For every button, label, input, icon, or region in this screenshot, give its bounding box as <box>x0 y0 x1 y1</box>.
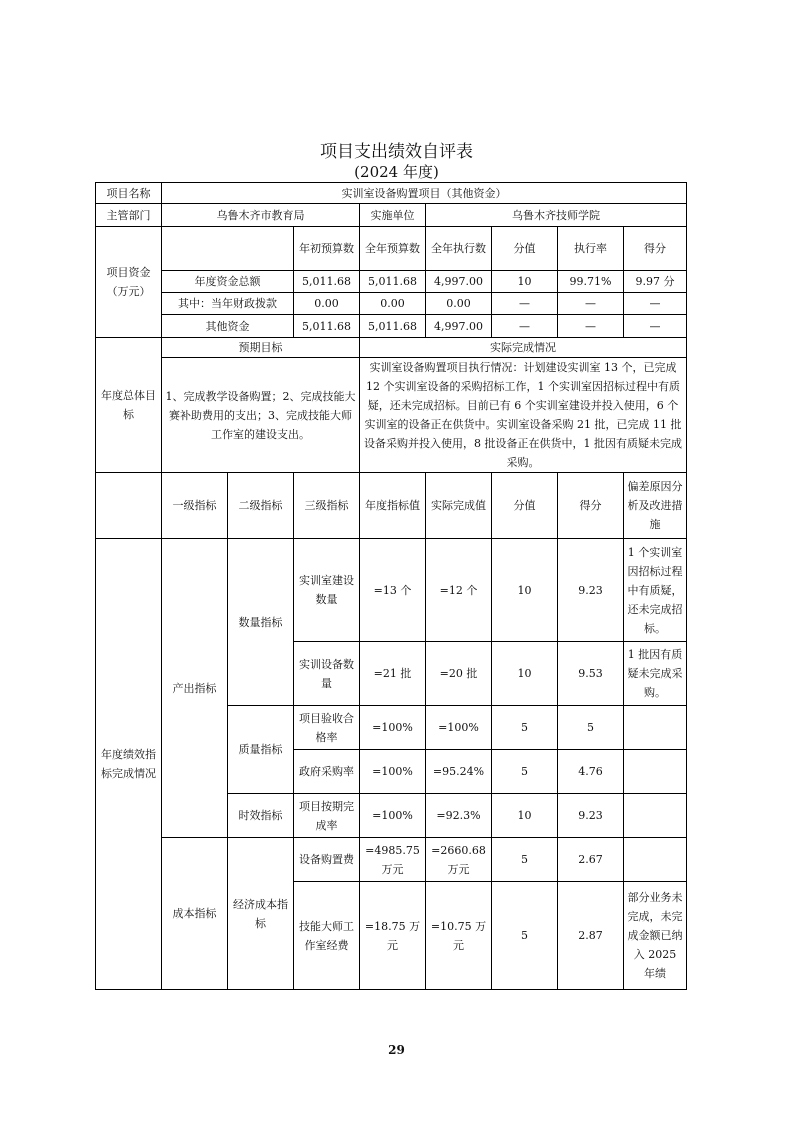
deviation-note <box>624 750 687 794</box>
got-value: 9.23 <box>558 539 624 642</box>
funds-cell: 5,011.68 <box>294 271 360 293</box>
funds-header: 分值 <box>492 227 558 271</box>
target-value: =100% <box>360 750 426 794</box>
got-value: 5 <box>558 706 624 750</box>
row-indicator-headers <box>96 473 687 539</box>
funds-cell: 0.00 <box>360 293 426 315</box>
funds-row-name: 其他资金 <box>162 315 294 338</box>
target-value: =100% <box>360 794 426 838</box>
funds-row <box>96 315 687 338</box>
indicator-header: 年度指标值 <box>360 473 426 539</box>
actual-status-header: 实际完成情况 <box>360 338 687 358</box>
level1-output: 产出指标 <box>162 539 228 838</box>
row-goals-header <box>96 338 687 358</box>
score-value: 10 <box>492 794 558 838</box>
level3-name: 实训室建设数量 <box>294 539 360 642</box>
level3-name: 实训设备数量 <box>294 642 360 706</box>
funds-header: 得分 <box>624 227 687 271</box>
deviation-note: 1 个实训室因招标过程中有质疑，还未完成招标。 <box>624 539 687 642</box>
level3-name: 设备购置费 <box>294 838 360 882</box>
funds-cell: — <box>558 315 624 338</box>
page-title: 项目支出绩效自评表 <box>320 142 473 162</box>
funds-cell: — <box>492 315 558 338</box>
page-number: 29 <box>388 1043 405 1057</box>
target-value: =21 批 <box>360 642 426 706</box>
funds-row <box>96 293 687 315</box>
indicator-section-label: 年度绩效指标完成情况 <box>96 539 162 990</box>
goals-label: 年度总体目标 <box>96 338 162 473</box>
funds-label: 项目资金（万元） <box>96 227 162 338</box>
got-value: 4.76 <box>558 750 624 794</box>
actual-value: =10.75 万元 <box>426 882 492 990</box>
funds-cell: 0.00 <box>294 293 360 315</box>
expected-goal-header: 预期目标 <box>162 338 360 358</box>
funds-cell: 4,997.00 <box>426 271 492 293</box>
funds-row-name: 其中：当年财政拨款 <box>162 293 294 315</box>
evaluation-table <box>95 182 687 990</box>
funds-cell: 5,011.68 <box>360 271 426 293</box>
row-funds-header <box>96 227 687 271</box>
funds-header: 全年预算数 <box>360 227 426 271</box>
deviation-note: 部分业务未完成，未完成金额已纳入 2025 年绩 <box>624 882 687 990</box>
deviation-note <box>624 794 687 838</box>
deviation-note <box>624 706 687 750</box>
page-subtitle: (2024 年度) <box>354 163 439 181</box>
row-project-name <box>96 183 687 204</box>
funds-header: 全年执行数 <box>426 227 492 271</box>
level2-quantity: 数量指标 <box>228 539 294 706</box>
indicator-row <box>96 539 687 642</box>
funds-row <box>96 271 687 293</box>
target-value: =13 个 <box>360 539 426 642</box>
dept-value: 乌鲁木齐市教育局 <box>162 204 360 227</box>
funds-cell: 10 <box>492 271 558 293</box>
row-department <box>96 204 687 227</box>
actual-status-text: 实训室设备购置项目执行情况：计划建设实训室 13 个，已完成 12 个实训室设备的采购招标工作，1 个实训室因招标过程中有质疑，还未完成招标。目前已有 6 个实训室建设并投入使用，6 个实训室的设备正在供货中。实训室设备采购 21 批，已完成 11 批设备采购并投入使用，8 批设备正在供货中，1 批因有质疑未完成采购。 <box>360 358 687 473</box>
funds-header: 年初预算数 <box>294 227 360 271</box>
funds-cell: — <box>492 293 558 315</box>
level2-timeliness: 时效指标 <box>228 794 294 838</box>
target-value: =18.75 万元 <box>360 882 426 990</box>
got-value: 2.87 <box>558 882 624 990</box>
project-name-label: 项目名称 <box>96 183 162 204</box>
row-goals-text <box>96 358 687 473</box>
indicator-row <box>96 838 687 882</box>
score-value: 5 <box>492 882 558 990</box>
target-value: =4985.75 万元 <box>360 838 426 882</box>
indicator-header: 二级指标 <box>228 473 294 539</box>
project-name-value: 实训室设备购置项目（其他资金） <box>162 183 687 204</box>
indicator-header: 三级指标 <box>294 473 360 539</box>
level2-quality: 质量指标 <box>228 706 294 794</box>
indicator-header: 一级指标 <box>162 473 228 539</box>
funds-cell: — <box>624 315 687 338</box>
funds-cell: 9.97 分 <box>624 271 687 293</box>
actual-value: =92.3% <box>426 794 492 838</box>
level2-economic-cost: 经济成本指标 <box>228 838 294 990</box>
expected-goal-text: 1、完成教学设备购置；2、完成技能大赛补助费用的支出；3、完成技能大师工作室的建设支出。 <box>162 358 360 473</box>
score-value: 5 <box>492 706 558 750</box>
indicator-header: 分值 <box>492 473 558 539</box>
got-value: 9.53 <box>558 642 624 706</box>
got-value: 2.67 <box>558 838 624 882</box>
funds-cell: 4,997.00 <box>426 315 492 338</box>
indicator-header: 得分 <box>558 473 624 539</box>
level3-name: 政府采购率 <box>294 750 360 794</box>
dept-label: 主管部门 <box>96 204 162 227</box>
actual-value: =20 批 <box>426 642 492 706</box>
actual-value: =12 个 <box>426 539 492 642</box>
impl-label: 实施单位 <box>360 204 426 227</box>
impl-value: 乌鲁木齐技师学院 <box>426 204 687 227</box>
target-value: =100% <box>360 706 426 750</box>
funds-header: 执行率 <box>558 227 624 271</box>
deviation-note: 1 批因有质疑未完成采购。 <box>624 642 687 706</box>
score-value: 10 <box>492 539 558 642</box>
score-value: 5 <box>492 750 558 794</box>
score-value: 5 <box>492 838 558 882</box>
actual-value: =100% <box>426 706 492 750</box>
got-value: 9.23 <box>558 794 624 838</box>
indicator-header-blank <box>96 473 162 539</box>
funds-cell: 5,011.68 <box>360 315 426 338</box>
indicator-header: 实际完成值 <box>426 473 492 539</box>
level3-name: 项目验收合格率 <box>294 706 360 750</box>
funds-cell: — <box>624 293 687 315</box>
level1-cost: 成本指标 <box>162 838 228 990</box>
funds-cell: — <box>558 293 624 315</box>
level3-name: 技能大师工作室经费 <box>294 882 360 990</box>
funds-cell: 99.71% <box>558 271 624 293</box>
level3-name: 项目按期完成率 <box>294 794 360 838</box>
funds-cell: 5,011.68 <box>294 315 360 338</box>
funds-cell: 0.00 <box>426 293 492 315</box>
actual-value: =95.24% <box>426 750 492 794</box>
deviation-note <box>624 838 687 882</box>
funds-blank <box>162 227 294 271</box>
score-value: 10 <box>492 642 558 706</box>
funds-row-name: 年度资金总额 <box>162 271 294 293</box>
indicator-header: 偏差原因分析及改进措施 <box>624 473 687 539</box>
actual-value: =2660.68 万元 <box>426 838 492 882</box>
